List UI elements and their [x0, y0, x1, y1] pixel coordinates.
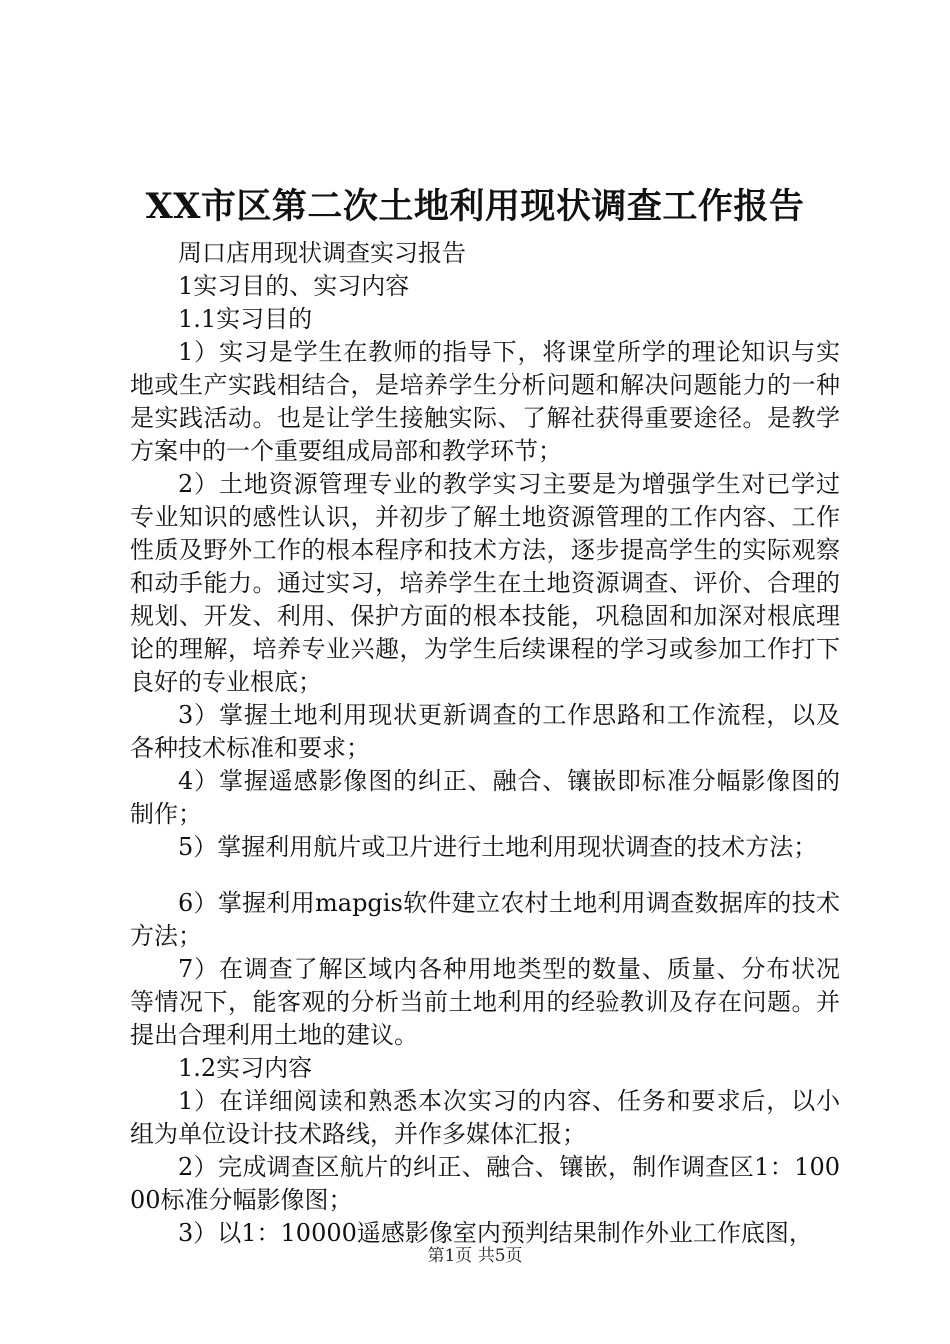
- document-title: XX市区第二次土地利用现状调查工作报告: [145, 186, 805, 227]
- page-number-footer: 第1页 共5页: [427, 1246, 523, 1266]
- heading-section-1-1: 1.1实习目的: [178, 305, 313, 333]
- paragraph-objective-7: 7）在调查了解区域内各种用地类型的数量、质量、分布状况等情况下，能客观的分析当前土地利用的经验教训及存在问题。并提出合理利用土地的建议。: [130, 955, 840, 1049]
- paragraph-content-2: 2）完成调查区航片的纠正、融合、镶嵌，制作调查区1：10000标准分幅影像图；: [130, 1153, 840, 1214]
- paragraph-content-3: 3）以1：10000遥感影像室内预判结果制作外业工作底图，: [178, 1219, 813, 1247]
- paragraph-objective-3: 3）掌握土地利用现状更新调查的工作思路和工作流程，以及各种技术标准和要求；: [130, 701, 840, 762]
- paragraph-objective-4: 4）掌握遥感影像图的纠正、融合、镶嵌即标准分幅影像图的制作；: [130, 767, 840, 828]
- heading-section-1-2: 1.2实习内容: [178, 1054, 313, 1082]
- document-body: [130, 237, 840, 1250]
- paragraph-report-subtitle: 周口店用现状调查实习报告: [178, 239, 466, 267]
- paragraph-objective-1: 1）实习是学生在教师的指导下，将课堂所学的理论知识与实地或生产实践相结合，是培养学生分析问题和解决问题能力的一种是实践活动。也是让学生接触实际、了解社获得重要途径。是教学方案中的一个重要组成局部和教学环节；: [130, 338, 840, 465]
- heading-section-1: 1实习目的、实习内容: [178, 272, 410, 300]
- paragraph-objective-6: 6）掌握利用mapgis软件建立农村土地利用调查数据库的技术方法；: [130, 889, 840, 950]
- paragraph-content-1: 1）在详细阅读和熟悉本次实习的内容、任务和要求后，以小组为单位设计技术路线，并作多媒体汇报；: [130, 1087, 840, 1148]
- paragraph-objective-2: 2）土地资源管理专业的教学实习主要是为增强学生对已学过专业知识的感性认识，并初步了解土地资源管理的工作内容、工作性质及野外工作的根本程序和技术方法，逐步提高学生的实际观察和动手能力。通过实习，培养学生在土地资源调查、评价、合理的规划、开发、利用、保护方面的根本技能，巩稳固和加深对根底理论的理解，培养专业兴趣，为学生后续课程的学习或参加工作打下良好的专业根底；: [130, 470, 840, 696]
- paragraph-objective-5: 5）掌握利用航片或卫片进行土地利用现状调查的技术方法；: [178, 833, 818, 861]
